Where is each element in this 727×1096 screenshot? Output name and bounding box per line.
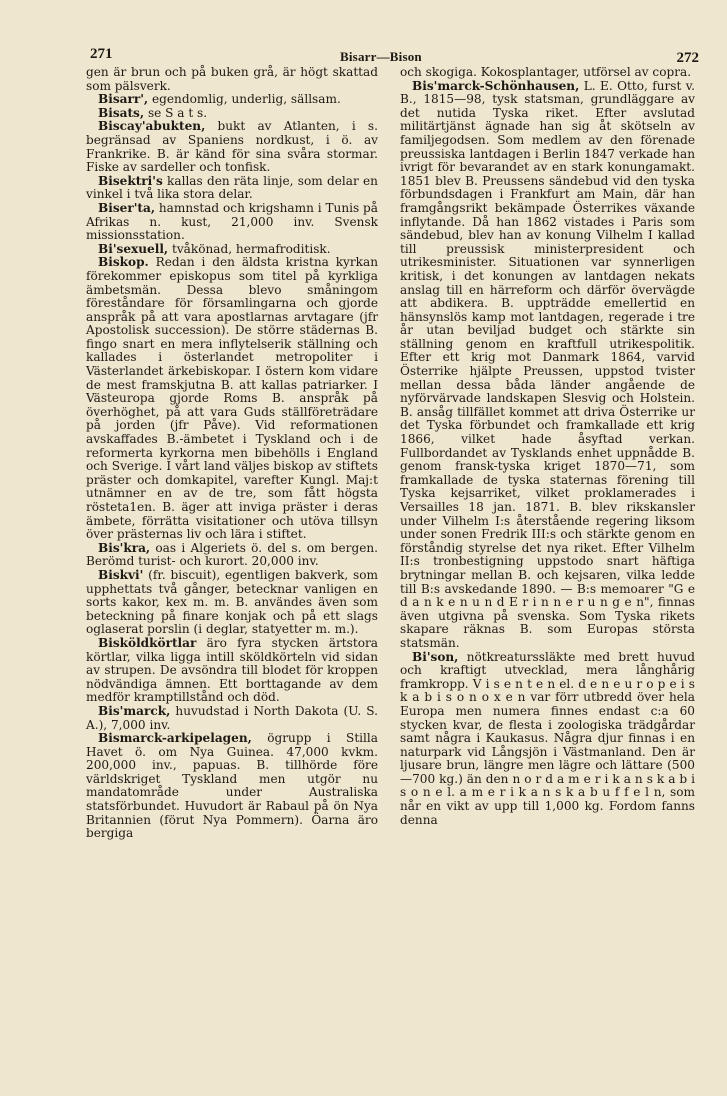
entry-bismarck-arkipelagen: [86, 732, 378, 841]
entry-continuation: [400, 66, 695, 80]
entry-text: äro fyra stycken ärtstora körtlar, vilka ligga intill sköldkörteln vid sidan av strupen. De avsöndra till blodet för kroppen nödvändiga ämnen. Ett borttagande av dem medför kramptillstånd och död.: [86, 635, 378, 705]
entry-text: (fr. biscuit), egentligen bakverk, som upphettats två gånger, betecknar vanligen en sorts kakor, kex m. m. B. användes även som beteckning på finare konjak och på ett slags oglaserat porslin (i deglar, statyetter m. m.).: [86, 567, 378, 637]
headword: Bis'marck,: [98, 703, 171, 718]
headword: Bismarck-arkipelagen,: [98, 731, 252, 746]
entry-text: kallas den räta linje, som delar en vinkel i två lika stora delar.: [86, 173, 378, 202]
headword: Biscay'abukten,: [98, 119, 206, 134]
page-header: [90, 40, 699, 64]
entry-bison: [400, 651, 695, 828]
left-column: [86, 66, 378, 841]
entry-text: huvudstad i North Dakota (U. S. A.), 7,000 inv.: [86, 703, 378, 732]
entry-text: se S a t s.: [147, 105, 208, 120]
entry-biskoldkortlar: [86, 637, 378, 705]
entry-text: ögrupp i Stilla Havet ö. om Nya Guinea. 47,000 kvkm. 200,000 inv., papuas. B. tillhörde före världskriget Tyskland men utgör nu mandatområde under Australiska statsförbundet. Huvudort är Rabaul på ön Nya Britannien (förut Nya Pommern). Öarna äro bergiga: [86, 731, 378, 841]
headword: Bisats,: [98, 105, 145, 120]
entry-bismarck-schonhausen: [400, 80, 695, 651]
entry-biskvi: [86, 569, 378, 637]
entry-bisarr: [86, 93, 378, 107]
headword: Biskop.: [98, 255, 149, 270]
entry-text: L. E. Otto, furst v. B., 1815—98, tysk statsman, grundläggare av det nutida Tyska riket. Efter avslutad militärtjänst ägnade han sig åt skötseln av familjegodsen. Som medlem av den förenade preussiska lantdagen i Berlin 1847 verkade han ivrigt för bevarandet av en stark konungamakt. 1851 blev B. Preussens sändebud vid den tyska förbundsdagen i Frankfurt am Main, där han framgångsrikt bekämpade Österrikes växande inflytande. Då han 1862 vistades i Paris som sändebud, blev han av konung Vilhelm I kallad till preussisk ministerpresident och utrikesminister. Situationen var synnerligen kritisk, i det konungen av lantdagen nekats anslag till en härreform och därför övervägde att abdikera. B. uppträdde emellertid en hänsynslös kamp mot lantdagen, regerade i tre år utan beviljad budget och stärkte sin ställning genom en kraftfull utrikespolitik. Efter ett krig mot Danmark 1864, varvid Österrike hjälpte Preussen, uppstod tvister mellan dessa båda länder angående de nyförvärvade landskapen Slesvig och Holstein. B. ansåg tillfället kommet att driva Österrike ur det Tyska förbundet och framkallade ett krig 1866, vilket hade åsyftad verkan. Fullbordandet av Tysklands enhet uppnådde B. genom fransk-tyska kriget 1870—71, som framkallade de tyska staternas förening till Tyska kejsarriket, vilket proklamerades i Versailles 18 jan. 1871. B. blev rikskansler under Vilhelm I:s återstående regering liksom under sonen Fredrik III:s och stärkte genom en förståndig styrelse det nya riket. Efter Vilhelm II:s tronbestigning uppstodo snart häftiga brytningar mellan B. och kejsaren, vilka ledde till B:s avskedande 1890. — B:s memoarer "G e d a n k e n u n d E r i n n e r u n g e n", finnas även utgivna på svenska. Som Tyska rikets skapare räknas B. som Europas största statsmän.: [400, 78, 695, 650]
running-title: Bisarr—Bison: [340, 49, 422, 64]
page-number-left: 271: [90, 46, 113, 62]
entry-text: oas i Algeriets ö. del s. om bergen. Berömd turist- och kurort. 20,000 inv.: [86, 540, 378, 569]
headword: Bis'marck-Schönhausen,: [412, 78, 580, 93]
headword: Bisköldkörtlar: [98, 635, 197, 650]
entry-text: bukt av Atlanten, i s. begränsad av Spaniens nordkust, i ö. av Frankrike. B. är känd för sina svåra stormar. Fiske av sardeller och tonfisk.: [86, 119, 378, 175]
entry-bisektris: [86, 175, 378, 202]
entry-text: Redan i den äldsta kristna kyrkan förekommer episkopus som titel på kyrkliga ämbetsmän. Dessa blevo småningom föreståndare för församlingarna och gjorde anspråk på att vara apostlarnas arvtagare (jfr Apostolisk succession). De större städernas B. fingo snart en mera inflytelserik ställning och kallades i österlandet metropoliter i Västerlandet ärkebiskopar. I östern kom vidare de mest framskjutna B. att kallas patriarker. I Västeuropa gjorde Roms B. anspråk på överhöghet, på att vara Guds ställföreträdare på jorden (jfr Påve). Vid reformationen avskaffades B.-ämbetet i Tyskland och i de reformerta kyrkorna men bibehölls i England och Sverige. I vårt land väljes biskop av stiftets präster och domkapitel, varefter Kungl. Maj:t utnämner en av de tre, som fått högsta rösteta1en. B. äger att inviga präster i deras ämbete, förrätta visitationer och utöva tillsyn över prästernas liv och lära i stiftet.: [86, 255, 378, 542]
entry-biskop: [86, 256, 378, 541]
entry-continuation: [86, 66, 378, 93]
headword: Bi'sexuell,: [98, 241, 169, 256]
entry-text: hamnstad och krigshamn i Tunis på Afrikas n. kust, 21,000 inv. Svensk missionsstation.: [86, 200, 378, 243]
entry-text: tvåkönad, hermafroditisk.: [171, 241, 331, 256]
entry-bisexuell: [86, 243, 378, 257]
entry-biskra: [86, 542, 378, 569]
headword: Biser'ta,: [98, 200, 156, 215]
entry-biscayabukten: [86, 120, 378, 174]
headword: Bisarr',: [98, 92, 149, 107]
entry-bisats: [86, 107, 378, 121]
entry-text: nötkreaturssläkte med brett huvud och kraftigt utvecklad, mera långhårig framkropp. V i s e n t e n el. d e n e u r o p e i s k a b i s o n o x e n var förr utbredd över hela Europa men numera finnes endast c:a 60 stycken kvar, de flesta i zoologiska trädgårdar samt några i Kaukasus. Några djur finnas i en naturpark vid Långsjön i Västmanland. Den är ljusare brun, längre men lägre och lättare (500—700 kg.) än den n o r d a m e r i k a n s k a b i s o n e l. a m e r i k a n s k a b u f f e l n, som når en vikt av upp till 1,000 kg. Fordom fanns denna: [400, 649, 695, 827]
entry-text: gen är brun och på buken grå, är högt skattad som pälsverk.: [86, 65, 378, 93]
headword: Bisektri's: [98, 173, 163, 188]
right-column: [400, 66, 695, 827]
headword: Biskvi': [98, 567, 144, 582]
entry-bismarck: [86, 705, 378, 732]
entry-biserta: [86, 202, 378, 243]
entry-text: egendomlig, underlig, sällsam.: [151, 92, 341, 107]
headword: Bis'kra,: [98, 540, 151, 555]
page-number-right: 272: [676, 50, 699, 66]
headword: Bi'son,: [412, 649, 459, 664]
entry-text: och skogiga. Kokosplantager, utförsel av copra.: [400, 65, 692, 79]
